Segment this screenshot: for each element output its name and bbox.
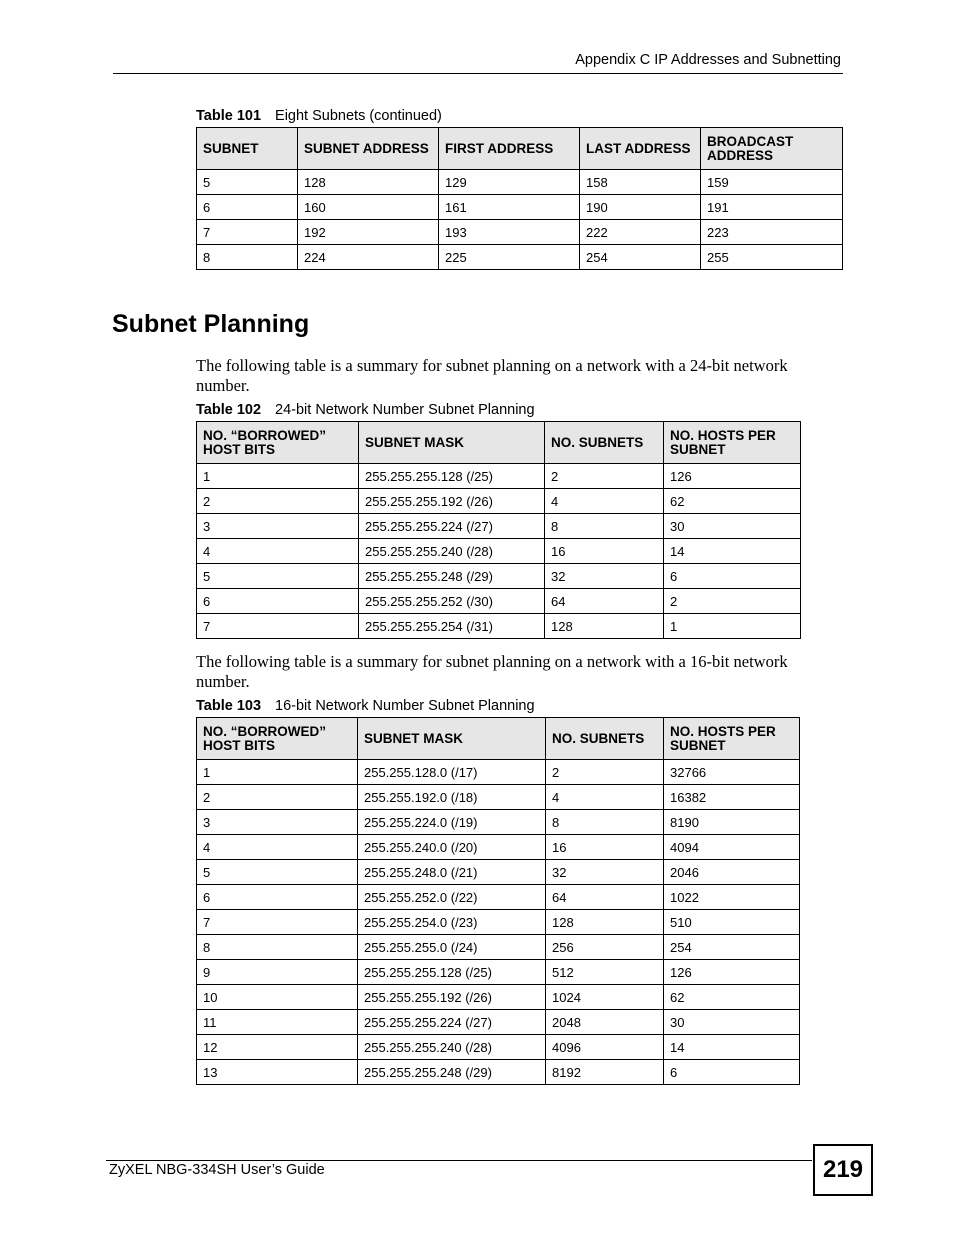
table-cell: 8 xyxy=(546,810,664,835)
table-cell: 7 xyxy=(197,220,298,245)
table-cell: 2 xyxy=(546,760,664,785)
table-cell: 222 xyxy=(580,220,701,245)
table-row xyxy=(197,885,800,910)
table-cell: 190 xyxy=(580,195,701,220)
column-header: BROADCAST ADDRESS xyxy=(701,128,843,170)
table-cell: 225 xyxy=(439,245,580,270)
table-cell: 2 xyxy=(664,589,801,614)
table-cell: 12 xyxy=(197,1035,358,1060)
table-101 xyxy=(196,127,843,270)
table-label: Table 102 xyxy=(196,402,262,418)
table-cell: 16 xyxy=(545,539,664,564)
page-number: 219 xyxy=(813,1144,873,1196)
table-row xyxy=(197,539,801,564)
table-cell: 62 xyxy=(664,489,801,514)
table-cell: 7 xyxy=(197,910,358,935)
table-102 xyxy=(196,421,801,639)
table-103 xyxy=(196,717,800,1085)
table-cell: 1 xyxy=(197,760,358,785)
table-cell: 6 xyxy=(197,195,298,220)
table-cell: 1 xyxy=(197,464,359,489)
table-cell: 16382 xyxy=(664,785,800,810)
table-cell: 1022 xyxy=(664,885,800,910)
table-cell: 8 xyxy=(197,935,358,960)
column-header: NO. HOSTS PER SUBNET xyxy=(664,718,800,760)
table-cell: 224 xyxy=(298,245,439,270)
column-header: NO. SUBNETS xyxy=(546,718,664,760)
table-cell: 255.255.252.0 (/22) xyxy=(358,885,546,910)
table-cell: 2 xyxy=(545,464,664,489)
table-row xyxy=(197,910,800,935)
table-cell: 64 xyxy=(546,885,664,910)
table-cell: 5 xyxy=(197,170,298,195)
table-header-row xyxy=(197,128,843,170)
table-cell: 223 xyxy=(701,220,843,245)
table-cell: 255.255.254.0 (/23) xyxy=(358,910,546,935)
table-cell: 256 xyxy=(546,935,664,960)
footer-rule xyxy=(106,1160,812,1161)
table-103-caption xyxy=(196,698,535,714)
table-row xyxy=(197,589,801,614)
column-header: SUBNET MASK xyxy=(358,718,546,760)
table-row xyxy=(197,835,800,860)
table-cell: 1 xyxy=(664,614,801,639)
table-title: 24-bit Network Number Subnet Planning xyxy=(275,402,535,418)
table-cell: 14 xyxy=(664,539,801,564)
column-header: NO. “BORROWED” HOST BITS xyxy=(197,422,359,464)
table-cell: 6 xyxy=(664,1060,800,1085)
table-cell: 8192 xyxy=(546,1060,664,1085)
table-cell: 4 xyxy=(545,489,664,514)
table-cell: 126 xyxy=(664,464,801,489)
header-rule xyxy=(113,73,843,74)
table-row xyxy=(197,245,843,270)
table-row xyxy=(197,170,843,195)
table-row xyxy=(197,514,801,539)
footer-guide-title: ZyXEL NBG-334SH User’s Guide xyxy=(109,1162,325,1178)
table-cell: 255.255.248.0 (/21) xyxy=(358,860,546,885)
table-row xyxy=(197,564,801,589)
table-cell: 5 xyxy=(197,564,359,589)
table-cell: 192 xyxy=(298,220,439,245)
table-row xyxy=(197,1010,800,1035)
table-cell: 4094 xyxy=(664,835,800,860)
table-cell: 30 xyxy=(664,1010,800,1035)
table-cell: 10 xyxy=(197,985,358,1010)
table-row xyxy=(197,960,800,985)
table-cell: 254 xyxy=(664,935,800,960)
table-cell: 255.255.255.192 (/26) xyxy=(359,489,545,514)
table-cell: 5 xyxy=(197,860,358,885)
table-row xyxy=(197,860,800,885)
table-cell: 6 xyxy=(664,564,801,589)
table-cell: 9 xyxy=(197,960,358,985)
table-row xyxy=(197,1035,800,1060)
table-cell: 255.255.255.240 (/28) xyxy=(359,539,545,564)
column-header: NO. HOSTS PER SUBNET xyxy=(664,422,801,464)
table-cell: 129 xyxy=(439,170,580,195)
table-row xyxy=(197,760,800,785)
paragraph-16-bit: The following table is a summary for subnet planning on a network with a 16-bit network number. xyxy=(196,652,788,691)
table-cell: 255.255.255.240 (/28) xyxy=(358,1035,546,1060)
table-cell: 255.255.224.0 (/19) xyxy=(358,810,546,835)
table-cell: 16 xyxy=(546,835,664,860)
column-header: LAST ADDRESS xyxy=(580,128,701,170)
table-cell: 6 xyxy=(197,885,358,910)
table-title: 16-bit Network Number Subnet Planning xyxy=(275,698,535,714)
table-row xyxy=(197,1060,800,1085)
column-header: SUBNET MASK xyxy=(359,422,545,464)
table-cell: 254 xyxy=(580,245,701,270)
table-cell: 128 xyxy=(298,170,439,195)
table-cell: 255 xyxy=(701,245,843,270)
table-row xyxy=(197,220,843,245)
table-cell: 8 xyxy=(545,514,664,539)
table-cell: 161 xyxy=(439,195,580,220)
table-label: Table 103 xyxy=(196,698,262,714)
table-cell: 11 xyxy=(197,1010,358,1035)
table-cell: 255.255.255.192 (/26) xyxy=(358,985,546,1010)
table-cell: 7 xyxy=(197,614,359,639)
table-cell: 1024 xyxy=(546,985,664,1010)
table-row xyxy=(197,810,800,835)
table-row xyxy=(197,464,801,489)
column-header: NO. SUBNETS xyxy=(545,422,664,464)
table-cell: 510 xyxy=(664,910,800,935)
table-cell: 128 xyxy=(546,910,664,935)
table-cell: 193 xyxy=(439,220,580,245)
table-row xyxy=(197,195,843,220)
running-header: Appendix C IP Addresses and Subnetting xyxy=(575,52,841,68)
table-cell: 255.255.255.252 (/30) xyxy=(359,589,545,614)
table-cell: 32 xyxy=(545,564,664,589)
table-cell: 159 xyxy=(701,170,843,195)
table-header-row xyxy=(197,422,801,464)
table-cell: 13 xyxy=(197,1060,358,1085)
table-cell: 4 xyxy=(197,835,358,860)
table-cell: 512 xyxy=(546,960,664,985)
table-cell: 30 xyxy=(664,514,801,539)
table-cell: 128 xyxy=(545,614,664,639)
table-cell: 255.255.128.0 (/17) xyxy=(358,760,546,785)
table-label: Table 101 xyxy=(196,108,262,124)
table-header-row xyxy=(197,718,800,760)
table-102-caption xyxy=(196,402,535,418)
table-cell: 8 xyxy=(197,245,298,270)
column-header: NO. “BORROWED” HOST BITS xyxy=(197,718,358,760)
table-row xyxy=(197,489,801,514)
table-cell: 255.255.240.0 (/20) xyxy=(358,835,546,860)
column-header: SUBNET xyxy=(197,128,298,170)
table-title: Eight Subnets (continued) xyxy=(275,108,442,124)
table-cell: 2 xyxy=(197,489,359,514)
table-101-caption xyxy=(196,108,442,124)
table-cell: 4 xyxy=(546,785,664,810)
table-cell: 255.255.255.224 (/27) xyxy=(358,1010,546,1035)
table-cell: 3 xyxy=(197,514,359,539)
table-cell: 4096 xyxy=(546,1035,664,1060)
table-cell: 8190 xyxy=(664,810,800,835)
table-row xyxy=(197,785,800,810)
table-cell: 255.255.255.128 (/25) xyxy=(358,960,546,985)
table-row xyxy=(197,614,801,639)
column-header: FIRST ADDRESS xyxy=(439,128,580,170)
table-cell: 14 xyxy=(664,1035,800,1060)
table-cell: 2048 xyxy=(546,1010,664,1035)
table-cell: 3 xyxy=(197,810,358,835)
table-cell: 255.255.255.128 (/25) xyxy=(359,464,545,489)
table-cell: 32766 xyxy=(664,760,800,785)
table-row xyxy=(197,985,800,1010)
section-heading: Subnet Planning xyxy=(112,310,310,338)
table-row xyxy=(197,935,800,960)
table-cell: 158 xyxy=(580,170,701,195)
table-cell: 64 xyxy=(545,589,664,614)
table-cell: 6 xyxy=(197,589,359,614)
table-cell: 191 xyxy=(701,195,843,220)
table-cell: 126 xyxy=(664,960,800,985)
table-cell: 255.255.255.0 (/24) xyxy=(358,935,546,960)
table-cell: 255.255.255.248 (/29) xyxy=(358,1060,546,1085)
table-cell: 4 xyxy=(197,539,359,564)
table-cell: 2046 xyxy=(664,860,800,885)
table-cell: 32 xyxy=(546,860,664,885)
table-cell: 2 xyxy=(197,785,358,810)
paragraph-24-bit: The following table is a summary for subnet planning on a network with a 24-bit network number. xyxy=(196,356,788,395)
table-cell: 62 xyxy=(664,985,800,1010)
table-cell: 255.255.255.248 (/29) xyxy=(359,564,545,589)
table-cell: 255.255.255.224 (/27) xyxy=(359,514,545,539)
table-cell: 160 xyxy=(298,195,439,220)
table-cell: 255.255.192.0 (/18) xyxy=(358,785,546,810)
table-cell: 255.255.255.254 (/31) xyxy=(359,614,545,639)
column-header: SUBNET ADDRESS xyxy=(298,128,439,170)
